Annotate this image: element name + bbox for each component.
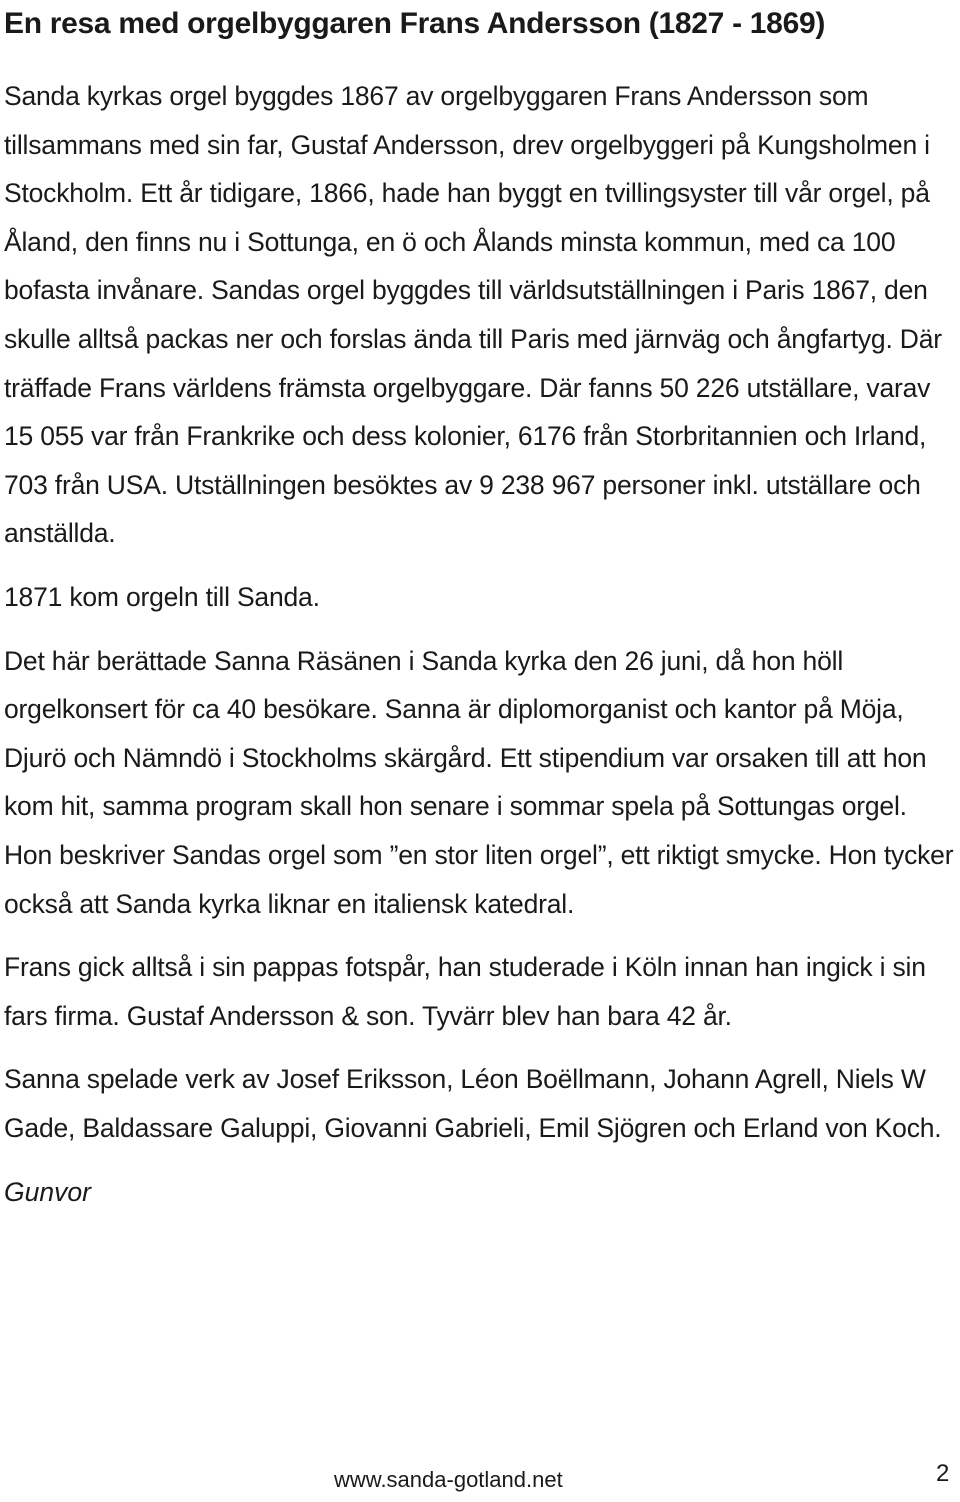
paragraph-repertoire: Sanna spelade verk av Josef Eriksson, Léon Boëllmann, Johann Agrell, Niels W Gade, Baldassare Galuppi, Giovanni Gabrieli, Emil Sjögren och Erland von Koch.	[4, 1064, 942, 1143]
document-page	[4, 0, 956, 1216]
paragraph-organ-history: Sanda kyrkas orgel byggdes 1867 av orgelbyggaren Frans Andersson som tillsammans med sin far, Gustaf Andersson, drev orgelbyggeri på Kungsholmen i Stockholm. Ett år tidigare, 1866, hade han byggt en tvillingsyster till vår orgel, på Åland, den finns nu i Sottunga, en ö och Ålands minsta kommun, med ca 100 bofasta invånare. Sandas orgel byggdes till världsutställningen i Paris 1867, den skulle alltså packas ner och forslas ända till Paris med järnväg och ångfartyg. Där träffade Frans världens främsta orgelbyggare. Där fanns 50 226 utställare, varav 15 055 var från Frankrike och dess kolonier, 6176 från Storbritannien och Irland, 703 från USA. Utställningen besöktes av 9 238 967 personer inkl. utställare och anställda.	[4, 81, 942, 549]
paragraph-arrival: 1871 kom orgeln till Sanda.	[4, 581, 320, 612]
footer-url: www.sanda-gotland.net	[334, 1467, 563, 1492]
author-signature: Gunvor	[4, 1177, 91, 1208]
page-number: 2	[936, 1460, 950, 1487]
page-title: En resa med orgelbyggaren Frans Andersson (1827 - 1869)	[4, 7, 826, 40]
paragraph-concert: Det här berättade Sanna Räsänen i Sanda kyrka den 26 juni, då hon höll orgelkonsert för ca 40 besökare. Sanna är diplomorganist och kantor på Möja, Djurö och Nämndö i Stockholms skärgård. Ett stipendium var orsaken till att hon kom hit, samma program skall hon senare i sommar spela på Sottungas orgel. Hon beskriver Sandas orgel som ”en stor liten orgel”, ett riktigt smycke. Hon tycker också att Sanda kyrka liknar en italiensk katedral.	[4, 645, 954, 919]
paragraph-frans: Frans gick alltså i sin pappas fotspår, han studerade i Köln innan han ingick i sin fars firma. Gustaf Andersson & son. Tyvärr blev han bara 42 år.	[4, 952, 926, 1031]
